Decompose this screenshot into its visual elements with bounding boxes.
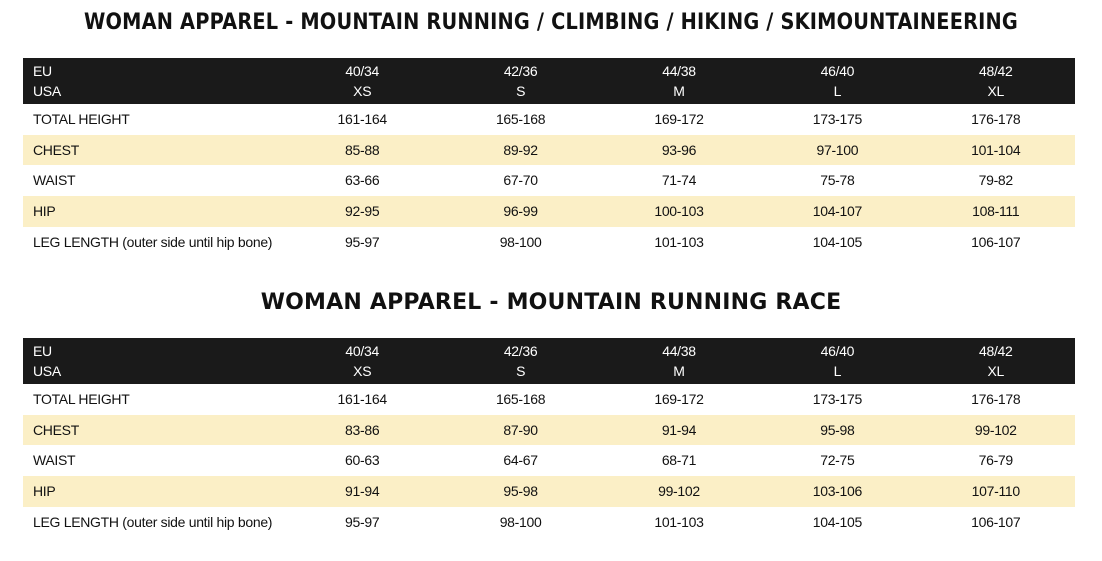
table-cell: 67-70	[503, 172, 538, 189]
table-cell: 89-92	[503, 141, 538, 158]
table-cell: 96-99	[503, 203, 538, 220]
table-cell: 106-107	[971, 233, 1021, 250]
table-row-leg-length	[23, 507, 1075, 538]
table-cell: 176-178	[971, 391, 1021, 407]
header-size-usa: XL	[987, 83, 1005, 99]
table-cell: 68-71	[661, 452, 697, 469]
table-cell: 60-63	[345, 452, 380, 469]
table-cell: 101-103	[654, 233, 704, 250]
table-row-waist	[23, 445, 1075, 476]
row-label: WAIST	[33, 452, 76, 469]
table-cell: 101-103	[654, 513, 704, 530]
header-size-eu: 42/36	[503, 63, 538, 79]
header-size-eu: 46/40	[820, 343, 855, 359]
table-row-hip	[23, 476, 1075, 507]
header-size-usa: XL	[987, 363, 1005, 379]
row-label: TOTAL HEIGHT	[33, 111, 130, 127]
header-size-eu: 44/38	[662, 63, 696, 79]
table-cell: 93-96	[661, 141, 697, 158]
header-size-usa: M	[673, 83, 685, 99]
table-cell: 99-102	[974, 421, 1017, 438]
table-header-row	[23, 338, 1075, 384]
table-cell: 99-102	[658, 483, 700, 500]
row-label: LEG LENGTH (outer side until hip bone)	[33, 513, 273, 530]
table-cell: 104-105	[812, 513, 862, 530]
table-row-total-height	[23, 384, 1075, 415]
table-cell: 83-86	[345, 421, 380, 438]
header-size-eu: 44/38	[662, 343, 696, 359]
header-size-m	[600, 58, 758, 104]
header-size-l	[758, 58, 916, 104]
row-label: CHEST	[33, 141, 79, 158]
header-size-usa: S	[516, 363, 526, 379]
table-row-total-height	[23, 104, 1075, 135]
size-chart-table-1	[23, 58, 1075, 257]
table-cell: 165-168	[495, 391, 546, 407]
header-size-xs	[283, 338, 441, 384]
table-cell: 106-107	[971, 513, 1021, 530]
table-cell: 161-164	[337, 111, 387, 127]
header-size-usa: M	[673, 363, 685, 379]
header-label-cell	[23, 338, 283, 384]
table-cell: 98-100	[499, 233, 542, 250]
table-cell: 104-105	[812, 233, 862, 250]
table-cell: 71-74	[661, 172, 697, 189]
table-cell: 176-178	[971, 111, 1021, 127]
table-cell: 95-98	[503, 483, 538, 500]
table-cell: 72-75	[820, 452, 855, 469]
header-size-s	[441, 58, 599, 104]
table-cell: 173-175	[812, 111, 862, 127]
header-size-eu: 40/34	[345, 343, 379, 359]
header-size-usa: L	[833, 83, 842, 99]
header-label-eu: EU	[33, 343, 52, 359]
table-cell: 95-98	[820, 421, 855, 438]
header-label-usa: USA	[33, 83, 61, 99]
table-cell: 91-94	[661, 421, 697, 438]
row-label: CHEST	[33, 421, 79, 438]
table-cell: 92-95	[345, 203, 380, 220]
size-chart-title-1: WOMAN APPAREL - MOUNTAIN RUNNING / CLIMBING / HIKING / SKIMOUNTAINEERING	[83, 10, 1019, 35]
header-label-usa: USA	[33, 363, 61, 379]
table-row-waist	[23, 165, 1075, 196]
table-row-chest	[23, 415, 1075, 446]
table-cell: 87-90	[503, 421, 538, 438]
size-chart-title-2: WOMAN APPAREL - MOUNTAIN RUNNING RACE	[260, 290, 842, 315]
row-label: HIP	[33, 483, 56, 500]
table-cell: 76-79	[978, 452, 1013, 469]
header-size-xs	[283, 58, 441, 104]
table-cell: 100-103	[654, 203, 704, 220]
table-cell: 64-67	[503, 452, 538, 469]
header-size-usa: XS	[353, 83, 372, 99]
header-size-eu: 46/40	[820, 63, 855, 79]
table-cell: 108-111	[972, 203, 1020, 220]
table-cell: 169-172	[654, 111, 704, 127]
table-cell: 79-82	[978, 172, 1013, 189]
header-size-xl	[917, 58, 1075, 104]
table-cell: 98-100	[499, 513, 542, 530]
header-label-cell	[23, 58, 283, 104]
header-size-eu: 48/42	[978, 63, 1013, 79]
row-label: HIP	[33, 203, 56, 220]
table-row-chest	[23, 135, 1075, 166]
table-header-row	[23, 58, 1075, 104]
header-size-l	[758, 338, 916, 384]
table-cell: 95-97	[345, 233, 380, 250]
table-cell: 169-172	[654, 391, 704, 407]
table-cell: 97-100	[816, 141, 859, 158]
header-label-eu: EU	[33, 63, 52, 79]
row-label: WAIST	[33, 172, 76, 189]
header-size-eu: 42/36	[503, 343, 538, 359]
header-size-usa: XS	[353, 363, 372, 379]
size-chart-table-2	[23, 338, 1075, 537]
table-cell: 107-110	[971, 483, 1020, 500]
row-label: LEG LENGTH (outer side until hip bone)	[33, 233, 273, 250]
table-cell: 104-107	[812, 203, 862, 220]
header-size-usa: S	[516, 83, 526, 99]
table-cell: 161-164	[337, 391, 387, 407]
table-cell: 75-78	[820, 172, 855, 189]
header-size-usa: L	[833, 363, 842, 379]
table-cell: 85-88	[345, 141, 380, 158]
header-size-eu: 40/34	[345, 63, 379, 79]
table-cell: 91-94	[345, 483, 380, 500]
header-size-eu: 48/42	[978, 343, 1013, 359]
table-cell: 103-106	[812, 483, 862, 500]
table-row-hip	[23, 196, 1075, 227]
header-size-s	[441, 338, 599, 384]
row-label: TOTAL HEIGHT	[33, 391, 130, 407]
table-cell: 95-97	[345, 513, 380, 530]
table-cell: 165-168	[495, 111, 546, 127]
table-cell: 173-175	[812, 391, 862, 407]
table-row-leg-length	[23, 227, 1075, 258]
table-cell: 63-66	[345, 172, 380, 189]
header-size-m	[600, 338, 758, 384]
header-size-xl	[917, 338, 1075, 384]
table-cell: 101-104	[971, 141, 1021, 158]
